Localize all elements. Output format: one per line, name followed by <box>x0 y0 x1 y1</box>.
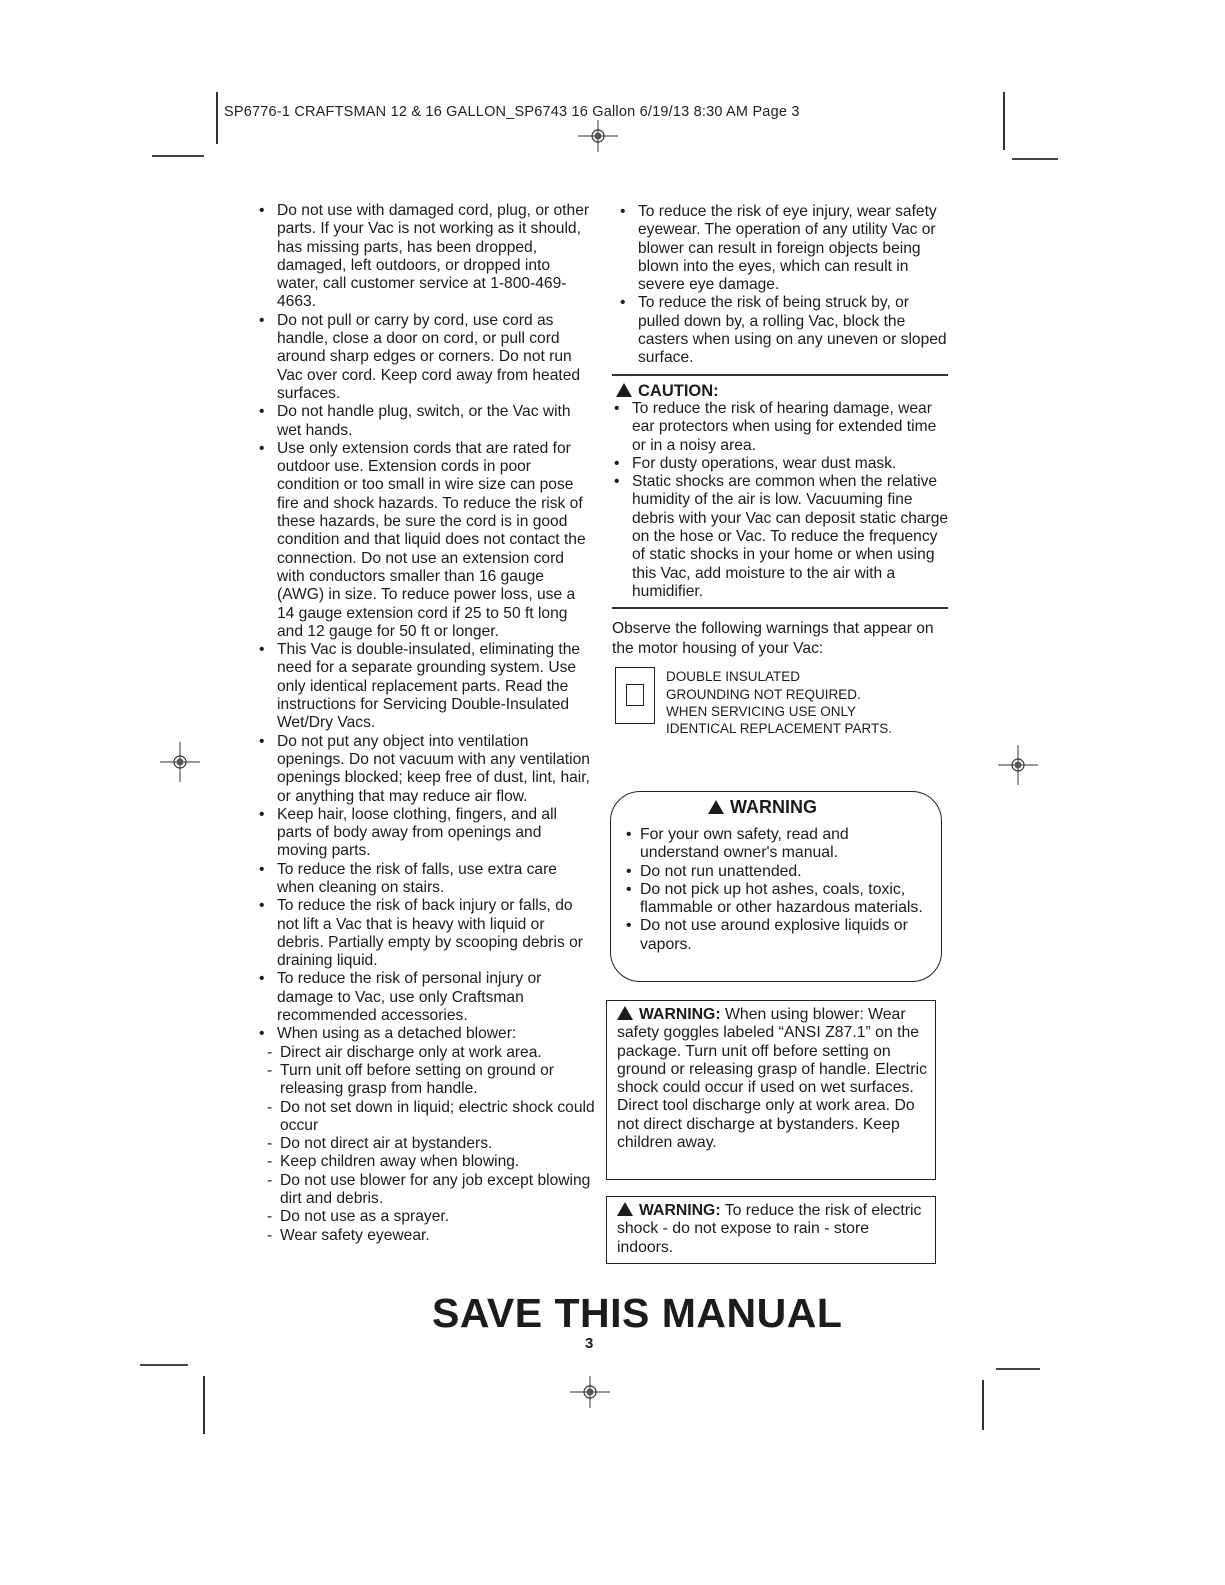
list-item: • To reduce the risk of back injury or falls, do not lift a Vac that is heavy with liquid or debris. Partially empty by scooping debris or draining liquid. <box>255 897 595 970</box>
warning-triangle-icon <box>616 383 632 397</box>
warning-label-title: WARNING <box>708 797 817 818</box>
double-insulated-text: DOUBLE INSULATED GROUNDING NOT REQUIRED. WHEN SERVICING USE ONLY IDENTICAL REPLACEMENT PARTS. <box>666 669 893 737</box>
blower-warning-label: WARNING: <box>639 1006 721 1023</box>
shock-warning-label: WARNING: <box>639 1202 721 1219</box>
caution-list <box>610 400 952 601</box>
double-insulated-label <box>612 667 952 739</box>
sublist-item: - Turn unit off before setting on ground or releasing grasp from handle. <box>267 1062 595 1099</box>
page-number: 3 <box>585 1335 594 1352</box>
list-item: • To reduce the risk of personal injury or damage to Vac, use only Craftsman recommended accessories. <box>255 970 595 1025</box>
list-item: • Do not pick up hot ashes, coals, toxic, flammable or other hazardous materials. <box>624 881 929 918</box>
crop-mark-bottom-right <box>982 1380 984 1430</box>
list-item: • Do not put any object into ventilation openings. Do not vacuum with any ventilation openings blocked; keep free of dust, lint, hair, or anything that may reduce air flow. <box>255 733 595 806</box>
sublist-item: - Do not use as a sprayer. <box>267 1208 595 1226</box>
crop-mark-top-right-h <box>1012 158 1058 160</box>
sublist-item: - Wear safety eyewear. <box>267 1227 595 1245</box>
list-item: • To reduce the risk of being struck by, or pulled down by, a rolling Vac, block the casters when using on any uneven or sloped surface. <box>616 294 952 367</box>
registration-mark-right-icon <box>998 745 1038 785</box>
eye-safety-list <box>616 203 952 368</box>
warning-triangle-icon <box>617 1006 633 1020</box>
shock-warning-box <box>606 1196 936 1264</box>
list-item: • To reduce the risk of hearing damage, wear ear protectors when using for extended time or in a noisy area. <box>610 400 952 455</box>
sublist-item: - Do not use blower for any job except blowing dirt and debris. <box>267 1172 595 1209</box>
list-item: • Do not use around explosive liquids or vapors. <box>624 917 929 954</box>
list-item: • For dusty operations, wear dust mask. <box>610 455 952 473</box>
observe-text: Observe the following warnings that appear on the motor housing of your Vac: <box>612 620 934 658</box>
crop-mark-bottom-left <box>203 1376 205 1434</box>
crop-mark-bottom-right-h <box>996 1368 1040 1370</box>
list-item: • To reduce the risk of eye injury, wear safety eyewear. The operation of any utility Vac or blower can result in foreign objects being blown into the eyes, which can result in severe eye damage. <box>616 203 952 294</box>
list-item <box>255 1025 595 1245</box>
shock-warning-text: To reduce the risk of electric shock - do not expose to rain - store indoors. <box>617 1202 922 1256</box>
crop-mark-bottom-left-h <box>140 1364 188 1366</box>
crop-mark-top-left <box>216 92 218 144</box>
warning-label-list <box>624 826 929 954</box>
caution-heading <box>616 382 952 400</box>
save-manual-title: SAVE THIS MANUAL <box>432 1290 843 1336</box>
blower-sublist <box>267 1044 595 1245</box>
sublist-item: - Do not direct air at bystanders. <box>267 1135 595 1153</box>
safety-instructions-list <box>255 202 595 1245</box>
sublist-item: - Do not set down in liquid; electric shock could occur <box>267 1099 595 1136</box>
registration-mark-left-icon <box>160 742 200 782</box>
crop-mark-top-right <box>1003 92 1005 150</box>
list-item: • This Vac is double-insulated, eliminating the need for a separate grounding system. Use only identical replacement parts. Read the instructions for Servicing Double-Insulated Wet/Dry Vacs. <box>255 641 595 732</box>
blower-intro: When using as a detached blower: <box>277 1025 517 1043</box>
caution-title: CAUTION: <box>638 381 719 400</box>
list-item: • Keep hair, loose clothing, fingers, and all parts of body away from openings and moving parts. <box>255 806 595 861</box>
crop-mark-top-left-h <box>152 155 204 157</box>
registration-mark-top-icon <box>578 116 618 156</box>
list-item: • Static shocks are common when the relative humidity of the air is low. Vacuuming fine debris with your Vac can deposit static charge on the hose or Vac. To reduce the frequency of static shocks in your home or when using this Vac, add moisture to the air with a humidifier. <box>610 473 952 601</box>
list-item: • Do not run unattended. <box>624 863 929 881</box>
warning-triangle-icon <box>617 1202 633 1216</box>
right-column <box>612 203 952 739</box>
blower-warning-text: When using blower: Wear safety goggles labeled “ANSI Z87.1” on the package. Turn unit off before setting on ground or releasing grasp of handle. Electric shock could occur if used on wet surfaces. Direct tool discharge only at work area. Do not direct discharge at bystanders. Keep children away. <box>617 1006 927 1152</box>
sublist-item: - Keep children away when blowing. <box>267 1153 595 1171</box>
blower-warning-box <box>606 1000 936 1180</box>
print-header: SP6776-1 CRAFTSMAN 12 & 16 GALLON_SP6743 16 Gallon 6/19/13 8:30 AM Page 3 <box>224 104 800 120</box>
list-item: • Do not pull or carry by cord, use cord as handle, close a door on cord, or pull cord around sharp edges or corners. Do not run Vac over cord. Keep cord away from heated surfaces. <box>255 312 595 403</box>
list-item: • For your own safety, read and understand owner's manual. <box>624 826 929 863</box>
section-divider <box>612 374 948 376</box>
left-column <box>255 202 595 1245</box>
warning-label-body <box>624 826 929 954</box>
list-item: • Use only extension cords that are rated for outdoor use. Extension cords in poor condition or too small in wire size can pose fire and shock hazards. To reduce the risk of these hazards, be sure the cord is in good condition and that liquid does not contact the connection. Do not use an extension cord with conductors smaller than 16 gauge (AWG) in size. To reduce power loss, use a 14 gauge extension cord if 25 to 50 ft long and 12 gauge for 50 ft or longer. <box>255 440 595 641</box>
sublist-item: - Direct air discharge only at work area. <box>267 1044 595 1062</box>
section-divider <box>612 607 948 609</box>
list-item: • To reduce the risk of falls, use extra care when cleaning on stairs. <box>255 861 595 898</box>
list-item: • Do not use with damaged cord, plug, or other parts. If your Vac is not working as it should, has missing parts, has been dropped, damaged, left outdoors, or dropped into water, call customer service at 1-800-469-4663. <box>255 202 595 312</box>
registration-mark-bottom-icon <box>570 1372 610 1412</box>
warning-triangle-icon <box>708 800 724 814</box>
double-insulated-icon <box>615 667 655 724</box>
list-item: • Do not handle plug, switch, or the Vac with wet hands. <box>255 403 595 440</box>
